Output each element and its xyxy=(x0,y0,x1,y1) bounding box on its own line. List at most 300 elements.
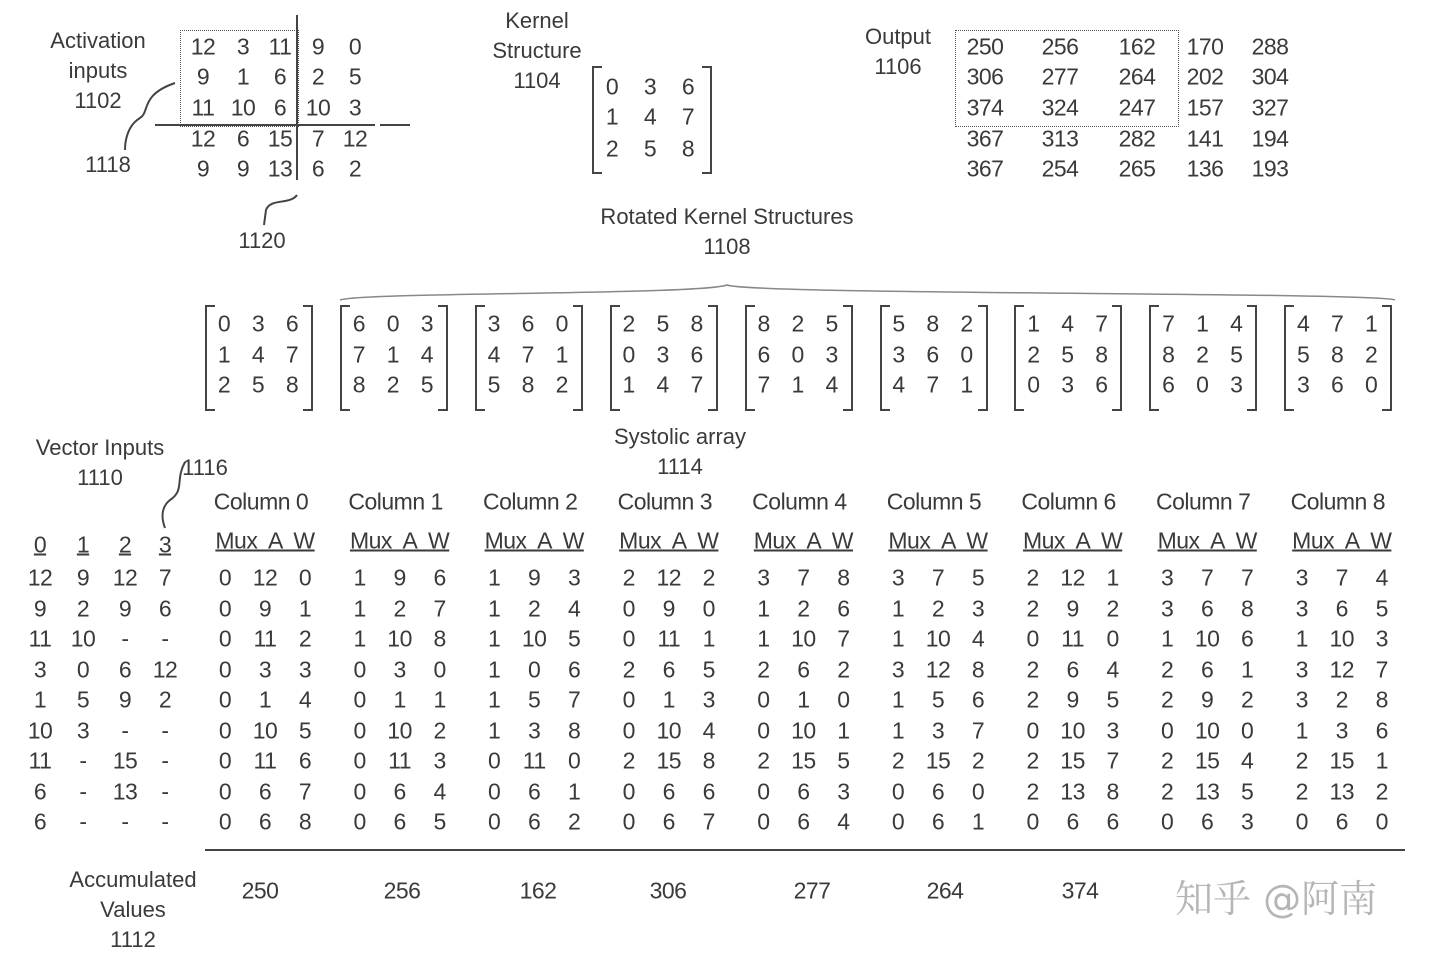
systolic-cell: 2 xyxy=(1161,778,1174,804)
systolic-cell: 7 xyxy=(1335,564,1348,591)
rotated-kernel-cell: 5 xyxy=(1230,341,1243,367)
systolic-cell: 3 xyxy=(1241,808,1254,835)
activation-cell: 6 xyxy=(273,63,287,90)
systolic-cell: 2 xyxy=(1161,656,1174,682)
vector-input-cell: 7 xyxy=(158,564,172,591)
activation-cell: 11 xyxy=(191,94,215,121)
rotated-kernel-cell: 1 xyxy=(791,371,804,398)
systolic-cell: 0 xyxy=(218,595,232,621)
rotated-kernel-cell: 7 xyxy=(690,371,703,398)
systolic-cell: 9 xyxy=(662,595,675,621)
activation-label xyxy=(50,26,145,116)
systolic-cell: 7 xyxy=(1201,564,1214,591)
kernel-cell: 5 xyxy=(643,135,657,162)
activation-ref: 1102 xyxy=(74,88,122,113)
activation-cell: 9 xyxy=(311,33,325,60)
vector-input-cell: - xyxy=(161,808,169,835)
systolic-cell: 3 xyxy=(1295,564,1308,591)
systolic-cell: 0 xyxy=(353,656,366,682)
systolic-cell: 0 xyxy=(218,808,232,835)
vector-inputs-label xyxy=(36,433,164,493)
rotated-kernel-cell: 4 xyxy=(420,341,434,367)
systolic-cell: 7 xyxy=(433,595,446,621)
systolic-cell: 5 xyxy=(837,747,850,774)
systolic-cell: 10 xyxy=(791,717,816,743)
rotated-kernel-cell: 4 xyxy=(825,371,838,398)
systolic-cell: 12 xyxy=(656,564,682,591)
systolic-cell: 6 xyxy=(393,808,406,835)
systolic-cell: 11 xyxy=(1061,625,1085,652)
vector-input-cell: 10 xyxy=(70,625,96,652)
activation-cell: 9 xyxy=(196,155,210,182)
vector-input-cell: 6 xyxy=(33,808,47,835)
vector-input-cell: 5 xyxy=(76,686,90,713)
kernel-cell: 8 xyxy=(681,135,695,162)
systolic-cell: 1 xyxy=(1241,656,1254,682)
output-cell: 202 xyxy=(1186,63,1224,90)
systolic-cell: 8 xyxy=(971,656,985,682)
rotated-kernel-cell: 5 xyxy=(656,310,669,337)
vector-input-cell: - xyxy=(161,778,169,804)
systolic-cell: 6 xyxy=(1335,808,1348,835)
rotated-kernel-cell: 5 xyxy=(1297,341,1310,367)
rotated-kernel-cell: 2 xyxy=(555,371,568,398)
vector-input-cell: 0 xyxy=(76,656,90,682)
systolic-cell: 2 xyxy=(971,747,985,774)
systolic-cell: 1 xyxy=(353,595,366,621)
rotated-kernel-1-bracket-left xyxy=(340,305,350,411)
systolic-cell: 1 xyxy=(488,686,501,713)
systolic-cell: 0 xyxy=(622,717,635,743)
activation-cell: 12 xyxy=(190,33,216,60)
systolic-cell: 2 xyxy=(797,595,810,621)
kernel-cell: 0 xyxy=(605,73,619,100)
output-cell: 374 xyxy=(966,94,1004,121)
systolic-cell: 2 xyxy=(393,595,406,621)
systolic-cell: 2 xyxy=(1161,686,1174,713)
systolic-cell: 1 xyxy=(488,717,501,743)
output-cell: 324 xyxy=(1041,94,1079,121)
vector-input-cell: - xyxy=(79,747,87,774)
systolic-cell: 9 xyxy=(528,564,541,591)
rotated-kernel-cell: 7 xyxy=(521,341,534,367)
systolic-cell: 1 xyxy=(488,564,501,591)
output-label xyxy=(865,22,931,82)
kernel-bracket-left xyxy=(592,66,602,174)
systolic-subheader: Mux A W xyxy=(1292,527,1392,554)
systolic-cell: 1 xyxy=(837,717,850,743)
rotated-kernel-cell: 8 xyxy=(285,371,299,398)
systolic-column-header: Column 4 xyxy=(752,488,847,515)
rotated-kernel-cell: 0 xyxy=(1027,371,1040,398)
rotated-kernel-cell: 5 xyxy=(1061,341,1074,367)
systolic-column-header: Column 1 xyxy=(348,488,443,515)
vector-input-cell: 10 xyxy=(27,717,53,743)
systolic-cell: 1 xyxy=(258,686,272,713)
rotated-kernel-cell: 0 xyxy=(960,341,973,367)
systolic-cell: 1 xyxy=(353,564,366,591)
vector-input-cell: 3 xyxy=(76,717,90,743)
vector-input-cell: 9 xyxy=(118,595,132,621)
kernel-label-line1: Kernel xyxy=(505,8,569,33)
rotated-kernel-cell: 4 xyxy=(251,341,265,367)
systolic-cell: 3 xyxy=(528,717,541,743)
vector-input-cell: - xyxy=(79,808,87,835)
vector-input-header: 3 xyxy=(158,531,172,558)
systolic-cell: 0 xyxy=(1295,808,1308,835)
rotated-kernel-cell: 5 xyxy=(487,371,500,398)
rotated-kernel-4-bracket-right xyxy=(843,305,853,411)
systolic-cell: 3 xyxy=(891,564,905,591)
vector-input-cell: - xyxy=(161,747,169,774)
output-cell: 282 xyxy=(1118,125,1156,152)
vector-input-header: 2 xyxy=(118,531,132,558)
systolic-subheader: Mux A W xyxy=(753,527,854,554)
systolic-cell: 2 xyxy=(528,595,541,621)
vector-input-cell: 9 xyxy=(33,595,47,621)
rotated-kernel-cell: 1 xyxy=(960,371,973,398)
rotated-kernel-cell: 1 xyxy=(386,341,400,367)
systolic-cell: 3 xyxy=(1161,564,1174,591)
systolic-cell: 7 xyxy=(1106,747,1119,774)
systolic-cell: 5 xyxy=(1241,778,1254,804)
systolic-cell: 10 xyxy=(1194,717,1220,743)
vector-input-cell: 2 xyxy=(158,686,172,713)
systolic-cell: 0 xyxy=(488,808,501,835)
output-cell: 304 xyxy=(1251,63,1289,90)
rotated-kernel-cell: 8 xyxy=(352,371,366,398)
systolic-cell: 5 xyxy=(971,564,985,591)
systolic-cell: 11 xyxy=(522,747,546,774)
vector-input-cell: 11 xyxy=(28,625,52,652)
systolic-cell: 0 xyxy=(218,564,232,591)
rotated-kernel-2-bracket-right xyxy=(573,305,583,411)
systolic-ref: 1114 xyxy=(657,454,703,479)
rotated-label-text: Rotated Kernel Structures xyxy=(600,204,854,229)
systolic-cell: 2 xyxy=(1026,595,1039,621)
leader-1120 xyxy=(264,195,297,225)
systolic-cell: 6 xyxy=(1201,656,1214,682)
systolic-column-header: Column 3 xyxy=(617,488,713,515)
systolic-cell: 11 xyxy=(657,625,681,652)
accumulated-label-line1: Accumulated xyxy=(69,867,197,892)
systolic-cell: 4 xyxy=(971,625,985,652)
rotated-kernel-cell: 8 xyxy=(521,371,534,398)
systolic-cell: 6 xyxy=(1106,808,1119,835)
systolic-cell: 0 xyxy=(1026,808,1039,835)
activation-dash xyxy=(380,124,410,126)
rotated-kernel-cell: 2 xyxy=(960,310,973,337)
rotated-kernel-cell: 2 xyxy=(1027,341,1040,367)
systolic-cell: 6 xyxy=(797,778,810,804)
systolic-cell: 9 xyxy=(1201,686,1214,713)
output-cell: 250 xyxy=(966,33,1004,60)
systolic-cell: 1 xyxy=(662,686,675,713)
systolic-cell: 10 xyxy=(1329,625,1355,652)
systolic-cell: 1 xyxy=(891,625,905,652)
systolic-cell: 8 xyxy=(298,808,312,835)
systolic-cell: 0 xyxy=(218,625,232,652)
systolic-subheader: Mux A W xyxy=(888,527,988,554)
systolic-cell: 2 xyxy=(568,808,581,835)
systolic-subheader: Mux A W xyxy=(215,527,315,554)
systolic-cell: 6 xyxy=(1335,595,1348,621)
output-cell: 170 xyxy=(1186,33,1224,60)
rotated-kernel-cell: 1 xyxy=(555,341,568,367)
systolic-cell: 10 xyxy=(1060,717,1085,743)
systolic-cell: 1 xyxy=(971,808,985,835)
activation-cell: 6 xyxy=(273,94,287,121)
rotated-kernel-cell: 6 xyxy=(926,341,939,367)
systolic-cell: 9 xyxy=(393,564,406,591)
systolic-cell: 5 xyxy=(1106,686,1119,713)
systolic-cell: 2 xyxy=(757,656,770,682)
output-cell: 327 xyxy=(1251,94,1289,121)
rotated-kernel-cell: 5 xyxy=(420,371,434,398)
rotated-kernel-cell: 7 xyxy=(1095,310,1108,337)
activation-cell: 9 xyxy=(196,63,210,90)
systolic-cell: 6 xyxy=(433,564,446,591)
systolic-cell: 6 xyxy=(662,778,675,804)
systolic-cell: 5 xyxy=(931,686,945,713)
systolic-cell: 8 xyxy=(1375,686,1388,713)
activation-cell: 6 xyxy=(311,155,325,182)
rotated-kernel-cell: 6 xyxy=(1331,371,1344,398)
systolic-column-header: Column 0 xyxy=(213,488,309,515)
vector-input-cell: 6 xyxy=(158,595,172,621)
systolic-cell: 0 xyxy=(218,747,232,774)
output-cell: 367 xyxy=(966,155,1004,182)
rotated-kernel-1-bracket-right xyxy=(438,305,448,411)
systolic-cell: 1 xyxy=(1106,564,1119,591)
systolic-cell: 1 xyxy=(757,625,770,652)
rotated-kernel-7-bracket-left xyxy=(1149,305,1159,411)
rotated-kernel-cell: 4 xyxy=(1297,310,1310,337)
systolic-cell: 0 xyxy=(622,778,635,804)
systolic-cell: 1 xyxy=(488,625,501,652)
output-label-text: Output xyxy=(864,24,932,49)
accumulated-label xyxy=(69,865,196,954)
systolic-cell: 6 xyxy=(1066,808,1079,835)
systolic-cell: 0 xyxy=(837,686,850,713)
rotated-label xyxy=(600,202,853,262)
systolic-cell: 2 xyxy=(891,747,905,774)
systolic-label-text: Systolic array xyxy=(613,424,747,449)
rotated-kernel-cell: 2 xyxy=(217,371,231,398)
systolic-cell: 13 xyxy=(1194,778,1220,804)
systolic-cell: 0 xyxy=(757,717,770,743)
systolic-cell: 13 xyxy=(1329,778,1355,804)
systolic-cell: 1 xyxy=(797,686,810,713)
systolic-cell: 1 xyxy=(757,595,770,621)
rotated-kernel-cell: 2 xyxy=(386,371,400,398)
systolic-cell: 8 xyxy=(702,747,715,774)
rotated-kernel-6-bracket-left xyxy=(1014,305,1024,411)
systolic-cell: 0 xyxy=(891,808,905,835)
accumulated-label-line2: Values xyxy=(100,897,166,922)
accumulated-value: 264 xyxy=(926,877,964,904)
activation-cell: 9 xyxy=(236,155,250,182)
systolic-cell: 10 xyxy=(252,717,278,743)
accumulated-value: 162 xyxy=(519,877,557,904)
systolic-cell: 1 xyxy=(393,686,406,713)
systolic-cell: 6 xyxy=(971,686,985,713)
systolic-column-header: Column 7 xyxy=(1155,488,1251,515)
systolic-cell: 3 xyxy=(1295,686,1308,713)
systolic-cell: 6 xyxy=(702,778,715,804)
systolic-cell: 6 xyxy=(258,778,272,804)
kernel-cell: 3 xyxy=(643,73,657,100)
systolic-cell: 6 xyxy=(1066,656,1079,682)
systolic-cell: 6 xyxy=(1241,625,1254,652)
systolic-cell: 4 xyxy=(1375,564,1388,591)
systolic-cell: 5 xyxy=(298,717,312,743)
systolic-cell: 15 xyxy=(925,747,951,774)
systolic-cell: 2 xyxy=(1026,564,1039,591)
rotated-kernel-cell: 5 xyxy=(892,310,905,337)
rotated-kernel-4-bracket-left xyxy=(745,305,755,411)
activation-label-line2: inputs xyxy=(68,58,128,83)
vector-inputs-label-text: Vector Inputs xyxy=(35,435,165,460)
systolic-cell: 12 xyxy=(252,564,278,591)
vector-input-cell: 1 xyxy=(33,686,47,713)
accumulated-value: 250 xyxy=(241,877,279,904)
output-cell: 162 xyxy=(1118,33,1156,60)
rotated-kernel-cell: 2 xyxy=(1365,341,1378,367)
systolic-cell: 0 xyxy=(528,656,541,682)
systolic-cell: 15 xyxy=(656,747,682,774)
rotated-kernel-8-bracket-right xyxy=(1382,305,1392,411)
accumulated-value: 374 xyxy=(1061,877,1099,904)
vector-inputs-ref: 1110 xyxy=(77,465,123,490)
rotated-kernel-cell: 7 xyxy=(926,371,939,398)
rotated-kernel-cell: 2 xyxy=(791,310,804,337)
systolic-subheader: Mux A W xyxy=(1022,527,1123,554)
rotated-kernel-cell: 1 xyxy=(1365,310,1378,337)
output-cell: 306 xyxy=(966,63,1004,90)
systolic-cell: 5 xyxy=(1375,595,1388,621)
systolic-cell: 5 xyxy=(528,686,541,713)
output-cell: 288 xyxy=(1251,33,1289,60)
output-cell: 194 xyxy=(1251,125,1289,152)
activation-vertical-divider xyxy=(296,15,298,180)
systolic-cell: 15 xyxy=(791,747,816,774)
rotated-kernel-5-bracket-left xyxy=(880,305,890,411)
systolic-cell: 2 xyxy=(1295,778,1308,804)
systolic-cell: 0 xyxy=(1375,808,1388,835)
output-cell: 141 xyxy=(1186,125,1224,152)
activation-cell: 1 xyxy=(236,63,250,90)
activation-cell: 2 xyxy=(348,155,362,182)
rotated-kernel-cell: 3 xyxy=(1061,371,1074,398)
output-cell: 277 xyxy=(1041,63,1079,90)
accumulate-divider xyxy=(205,849,1405,851)
activation-cell: 13 xyxy=(267,155,293,182)
systolic-cell: 6 xyxy=(568,656,581,682)
systolic-cell: 0 xyxy=(622,686,635,713)
rotated-kernel-cell: 0 xyxy=(386,310,400,337)
activation-label-line1: Activation xyxy=(50,28,146,53)
systolic-cell: 6 xyxy=(258,808,272,835)
systolic-cell: 1 xyxy=(891,686,905,713)
systolic-cell: 11 xyxy=(253,747,277,774)
systolic-cell: 0 xyxy=(218,686,232,713)
systolic-cell: 10 xyxy=(925,625,951,652)
systolic-cell: 0 xyxy=(891,778,905,804)
systolic-cell: 2 xyxy=(1026,656,1039,682)
systolic-cell: 3 xyxy=(1161,595,1174,621)
systolic-cell: 0 xyxy=(622,808,635,835)
activation-cell: 2 xyxy=(311,63,325,90)
rotated-kernel-7-bracket-right xyxy=(1247,305,1257,411)
vector-input-cell: - xyxy=(79,778,87,804)
rotated-kernel-cell: 5 xyxy=(251,371,265,398)
kernel-label xyxy=(492,6,581,96)
vector-input-cell: 2 xyxy=(76,595,90,621)
systolic-cell: 2 xyxy=(757,747,770,774)
systolic-cell: 2 xyxy=(1295,747,1308,774)
systolic-cell: 0 xyxy=(488,747,501,774)
rotated-kernel-cell: 3 xyxy=(1297,371,1310,398)
activation-cell: 12 xyxy=(342,125,368,152)
vector-input-cell: 13 xyxy=(112,778,138,804)
rotated-kernel-cell: 8 xyxy=(1331,341,1344,367)
vector-input-cell: 12 xyxy=(112,564,138,591)
systolic-cell: 7 xyxy=(702,808,715,835)
systolic-cell: 3 xyxy=(757,564,770,591)
kernel-ref: 1104 xyxy=(513,68,561,93)
rotated-kernel-cell: 3 xyxy=(420,310,434,337)
systolic-cell: 4 xyxy=(298,686,312,713)
systolic-column-header: Column 5 xyxy=(886,488,982,515)
systolic-cell: 2 xyxy=(1241,686,1254,713)
accumulated-value: 277 xyxy=(793,877,831,904)
systolic-cell: 2 xyxy=(1106,595,1119,621)
systolic-cell: 13 xyxy=(1060,778,1085,804)
systolic-cell: 0 xyxy=(488,778,501,804)
systolic-subheader: Mux A W xyxy=(349,527,450,554)
systolic-cell: 3 xyxy=(931,717,945,743)
systolic-cell: 0 xyxy=(433,656,446,682)
systolic-cell: 7 xyxy=(298,778,312,804)
rotated-kernel-cell: 6 xyxy=(757,341,770,367)
systolic-cell: 1 xyxy=(1375,747,1388,774)
output-cell: 157 xyxy=(1186,94,1224,121)
systolic-cell: 11 xyxy=(388,747,412,774)
systolic-cell: 6 xyxy=(528,778,541,804)
systolic-cell: 0 xyxy=(1161,808,1174,835)
systolic-cell: 3 xyxy=(1106,717,1119,743)
systolic-cell: 3 xyxy=(393,656,406,682)
rotated-kernel-8-bracket-left xyxy=(1284,305,1294,411)
vector-input-cell: - xyxy=(161,625,169,652)
accumulated-value: 256 xyxy=(383,877,421,904)
rotated-brace xyxy=(340,285,1395,300)
systolic-cell: 6 xyxy=(298,747,312,774)
systolic-cell: 2 xyxy=(1026,686,1039,713)
rotated-ref: 1108 xyxy=(703,234,751,259)
kernel-cell: 7 xyxy=(681,103,695,130)
rotated-kernel-5-bracket-right xyxy=(978,305,988,411)
vector-input-cell: 15 xyxy=(112,747,138,774)
systolic-cell: 1 xyxy=(488,656,501,682)
rotated-kernel-cell: 0 xyxy=(791,341,804,367)
systolic-cell: 10 xyxy=(791,625,816,652)
systolic-cell: 4 xyxy=(837,808,850,835)
systolic-cell: 6 xyxy=(528,808,541,835)
systolic-cell: 7 xyxy=(971,717,985,743)
systolic-cell: 3 xyxy=(568,564,581,591)
